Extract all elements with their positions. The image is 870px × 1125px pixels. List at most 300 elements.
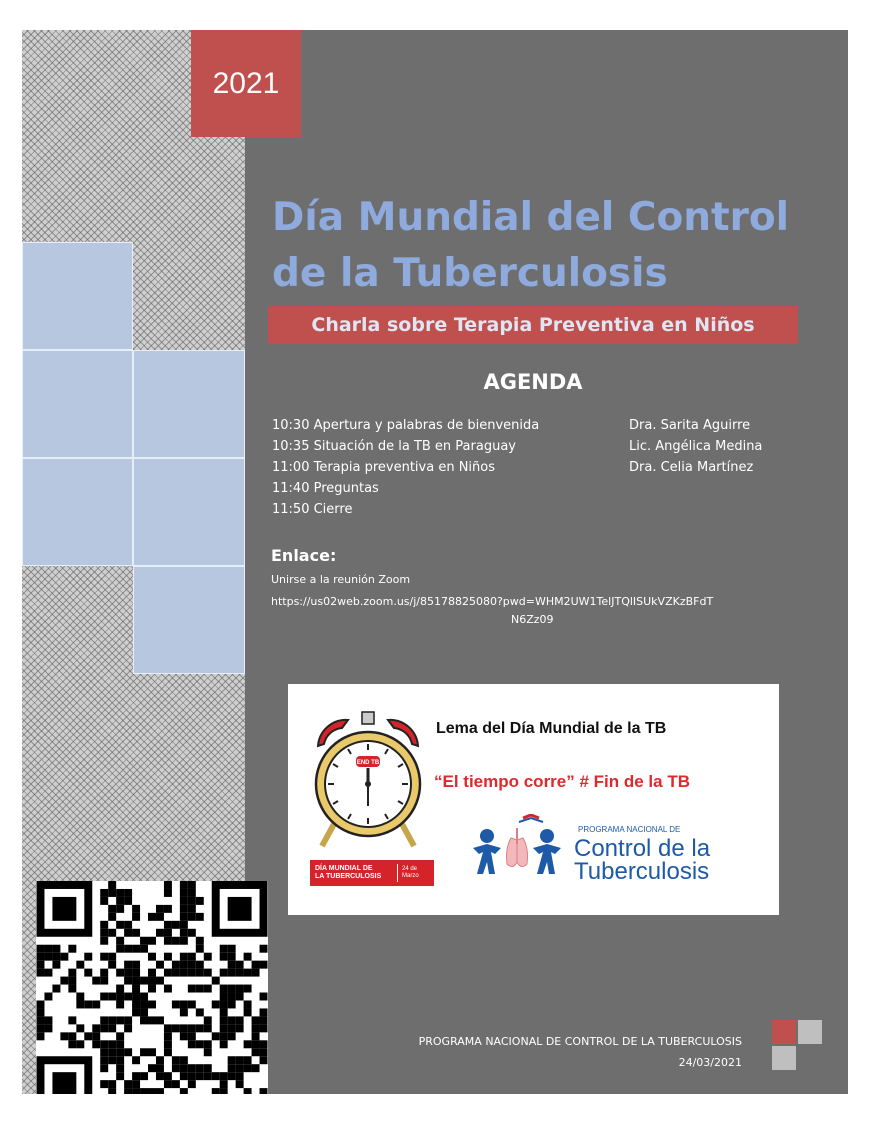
decor-tile bbox=[22, 242, 133, 350]
qr-module bbox=[124, 1080, 132, 1088]
qr-module bbox=[220, 945, 228, 953]
qr-module bbox=[124, 889, 132, 897]
footer-organization: PROGRAMA NACIONAL DE CONTROL DE LA TUBERCULOSIS bbox=[418, 1035, 742, 1048]
qr-module bbox=[116, 945, 124, 953]
year-badge: 2021 bbox=[191, 30, 301, 137]
qr-module bbox=[220, 985, 228, 993]
qr-module bbox=[196, 985, 204, 993]
decor-tile bbox=[133, 350, 245, 458]
qr-module bbox=[140, 1088, 148, 1094]
qr-module bbox=[124, 921, 132, 929]
qr-module bbox=[37, 1000, 45, 1008]
agenda-item-text: 11:40 Preguntas bbox=[272, 481, 379, 496]
qr-module bbox=[164, 953, 172, 961]
qr-module bbox=[244, 1056, 252, 1064]
decor-tile bbox=[22, 458, 133, 566]
qr-module bbox=[196, 913, 204, 921]
qr-module bbox=[228, 1072, 236, 1080]
qr-module bbox=[148, 1000, 156, 1008]
qr-module bbox=[132, 1088, 140, 1094]
qr-module bbox=[252, 1016, 260, 1024]
qr-module bbox=[228, 1024, 236, 1032]
qr-module bbox=[108, 905, 116, 913]
qr-module bbox=[196, 961, 204, 969]
qr-module bbox=[172, 1024, 180, 1032]
qr-module bbox=[220, 1000, 228, 1008]
subtitle-banner: Charla sobre Terapia Preventiva en Niños bbox=[268, 306, 798, 344]
qr-module bbox=[76, 993, 84, 1001]
qr-module bbox=[156, 977, 164, 985]
qr-module bbox=[188, 1080, 196, 1088]
qr-module bbox=[52, 985, 60, 993]
qr-module bbox=[100, 1016, 108, 1024]
qr-module bbox=[204, 1040, 212, 1048]
qr-module bbox=[188, 953, 196, 961]
qr-module bbox=[148, 985, 156, 993]
qr-module bbox=[220, 1008, 228, 1016]
qr-module bbox=[108, 961, 116, 969]
zoom-url-line-2[interactable]: N6Zz09 bbox=[511, 613, 554, 626]
qr-module bbox=[100, 929, 108, 937]
qr-module bbox=[212, 977, 220, 985]
qr-module bbox=[108, 1040, 116, 1048]
qr-module bbox=[252, 1064, 260, 1072]
qr-module bbox=[100, 889, 108, 897]
qr-module bbox=[180, 881, 188, 889]
qr-module bbox=[164, 937, 172, 945]
qr-module bbox=[172, 969, 180, 977]
qr-module bbox=[132, 1056, 140, 1064]
dmt-logo-line-2: LA TUBERCULOSIS bbox=[315, 873, 382, 880]
qr-module bbox=[116, 1040, 124, 1048]
agenda-item-text: 11:00 Terapia preventiva en Niños bbox=[272, 460, 496, 475]
qr-module bbox=[37, 1016, 45, 1024]
qr-module bbox=[148, 977, 156, 985]
qr-module bbox=[164, 921, 172, 929]
lema-quote: “El tiempo corre” # Fin de la TB bbox=[434, 772, 690, 791]
qr-module bbox=[140, 937, 148, 945]
qr-module bbox=[156, 961, 164, 969]
pnct-logo-line-2: Tuberculosis bbox=[574, 858, 710, 885]
qr-module bbox=[148, 1064, 156, 1072]
qr-module bbox=[92, 1040, 100, 1048]
agenda-list bbox=[272, 418, 812, 523]
qr-module bbox=[252, 969, 260, 977]
qr-module bbox=[172, 1064, 180, 1072]
qr-module bbox=[100, 1040, 108, 1048]
qr-module bbox=[148, 937, 156, 945]
agenda-item-speaker: Lic. Angélica Medina bbox=[629, 439, 763, 454]
agenda-item bbox=[272, 439, 812, 460]
qr-module bbox=[108, 1056, 116, 1064]
agenda-item bbox=[272, 460, 812, 481]
qr-module bbox=[180, 1088, 188, 1094]
qr-module bbox=[244, 1064, 252, 1072]
qr-module bbox=[116, 1072, 124, 1080]
qr-module bbox=[124, 945, 132, 953]
pnct-logo-big-text bbox=[574, 837, 710, 883]
qr-module bbox=[188, 961, 196, 969]
qr-module bbox=[260, 945, 268, 953]
qr-module bbox=[132, 945, 140, 953]
qr-module bbox=[196, 937, 204, 945]
qr-module bbox=[60, 1032, 68, 1040]
qr-module bbox=[124, 977, 132, 985]
world-tb-day-logo bbox=[310, 860, 434, 886]
zoom-url-line-1[interactable]: https://us02web.zoom.us/j/85178825080?pwd=WHM2UW1TelJTQlISUkVZKzBFdT bbox=[271, 595, 714, 608]
qr-module bbox=[60, 953, 68, 961]
qr-module bbox=[140, 993, 148, 1001]
qr-module bbox=[116, 1000, 124, 1008]
qr-module bbox=[204, 1016, 212, 1024]
qr-module bbox=[180, 913, 188, 921]
qr-module bbox=[68, 969, 76, 977]
agenda-item bbox=[272, 502, 812, 523]
qr-module bbox=[164, 1048, 172, 1056]
qr-module bbox=[132, 985, 140, 993]
dmt-logo-date-1: 24 de bbox=[402, 866, 418, 872]
qr-module bbox=[37, 1032, 45, 1040]
qr-module bbox=[212, 1072, 220, 1080]
qr-module bbox=[100, 897, 108, 905]
qr-module bbox=[132, 1072, 140, 1080]
zoom-join-label: Unirse a la reunión Zoom bbox=[271, 573, 411, 586]
qr-module bbox=[228, 1056, 236, 1064]
qr-module bbox=[164, 1024, 172, 1032]
qr-module bbox=[156, 1016, 164, 1024]
qr-module bbox=[164, 889, 172, 897]
qr-module bbox=[84, 1000, 92, 1008]
qr-module bbox=[172, 937, 180, 945]
qr-module bbox=[180, 1024, 188, 1032]
qr-module bbox=[44, 993, 52, 1001]
qr-module bbox=[164, 881, 172, 889]
qr-module bbox=[100, 1024, 108, 1032]
qr-module bbox=[180, 953, 188, 961]
qr-module bbox=[132, 977, 140, 985]
qr-module bbox=[228, 961, 236, 969]
qr-module bbox=[180, 1000, 188, 1008]
qr-module bbox=[204, 1064, 212, 1072]
qr-module bbox=[68, 985, 76, 993]
dmt-logo-line-1: DÍA MUNDIAL DE bbox=[315, 865, 373, 872]
qr-module bbox=[244, 1000, 252, 1008]
qr-module bbox=[180, 937, 188, 945]
qr-module bbox=[44, 953, 52, 961]
qr-module bbox=[172, 1056, 180, 1064]
qr-module bbox=[228, 993, 236, 1001]
qr-module bbox=[164, 1032, 172, 1040]
qr-module bbox=[180, 969, 188, 977]
qr-module bbox=[164, 929, 172, 937]
qr-module bbox=[108, 913, 116, 921]
qr-module bbox=[244, 953, 252, 961]
qr-module bbox=[204, 953, 212, 961]
qr-module bbox=[252, 1032, 260, 1040]
qr-code-graphic bbox=[36, 881, 268, 1094]
qr-module bbox=[108, 1088, 116, 1094]
qr-module bbox=[132, 905, 140, 913]
qr-module bbox=[68, 945, 76, 953]
qr-module bbox=[37, 1024, 45, 1032]
qr-module bbox=[140, 977, 148, 985]
qr-module bbox=[116, 937, 124, 945]
corner-square-decor bbox=[798, 1020, 822, 1044]
qr-module bbox=[44, 1016, 52, 1024]
qr-module bbox=[108, 1024, 116, 1032]
qr-module bbox=[100, 993, 108, 1001]
qr-module bbox=[92, 1000, 100, 1008]
qr-module bbox=[100, 937, 108, 945]
qr-module bbox=[100, 953, 108, 961]
qr-module bbox=[156, 1088, 164, 1094]
alarm-clock-icon bbox=[308, 706, 428, 854]
qr-module bbox=[132, 961, 140, 969]
agenda-item-speaker: Dra. Celia Martínez bbox=[629, 460, 754, 475]
qr-module bbox=[252, 1040, 260, 1048]
qr-module bbox=[236, 993, 244, 1001]
qr-module bbox=[68, 1032, 76, 1040]
world-tb-day-banner bbox=[288, 684, 779, 915]
qr-module bbox=[220, 969, 228, 977]
qr-module bbox=[196, 897, 204, 905]
qr-module bbox=[140, 1072, 148, 1080]
qr-module bbox=[116, 889, 124, 897]
qr-module bbox=[236, 1056, 244, 1064]
qr-module bbox=[172, 1000, 180, 1008]
qr-module bbox=[172, 921, 180, 929]
qr-module bbox=[132, 969, 140, 977]
qr-module bbox=[68, 1040, 76, 1048]
qr-module bbox=[260, 961, 268, 969]
qr-module bbox=[156, 1072, 164, 1080]
qr-module bbox=[188, 897, 196, 905]
qr-module bbox=[148, 913, 156, 921]
zoom-meeting-link[interactable] bbox=[271, 593, 811, 629]
qr-module bbox=[92, 1024, 100, 1032]
qr-module bbox=[220, 993, 228, 1001]
qr-module bbox=[116, 969, 124, 977]
qr-module bbox=[76, 1024, 84, 1032]
qr-module bbox=[180, 889, 188, 897]
qr-module bbox=[180, 1056, 188, 1064]
qr-module bbox=[132, 993, 140, 1001]
qr-module bbox=[204, 1024, 212, 1032]
page-title bbox=[272, 190, 832, 302]
qr-module bbox=[204, 1072, 212, 1080]
corner-square-decor bbox=[772, 1046, 796, 1070]
qr-module bbox=[156, 1064, 164, 1072]
qr-module bbox=[164, 1072, 172, 1080]
qr-module bbox=[156, 913, 164, 921]
qr-module bbox=[116, 897, 124, 905]
qr-module bbox=[228, 1032, 236, 1040]
qr-module bbox=[260, 1024, 268, 1032]
qr-module bbox=[132, 1008, 140, 1016]
qr-module bbox=[212, 1000, 220, 1008]
qr-module bbox=[236, 1072, 244, 1080]
qr-module bbox=[244, 1008, 252, 1016]
decor-tile bbox=[133, 458, 245, 566]
qr-module bbox=[220, 1024, 228, 1032]
qr-module bbox=[252, 961, 260, 969]
qr-module bbox=[188, 1040, 196, 1048]
qr-module bbox=[180, 897, 188, 905]
qr-module bbox=[108, 1080, 116, 1088]
agenda-item-text: 11:50 Cierre bbox=[272, 502, 353, 517]
pnct-logo-line-1: Control de la bbox=[574, 835, 711, 862]
qr-module bbox=[220, 1080, 228, 1088]
qr-module bbox=[204, 985, 212, 993]
qr-module bbox=[236, 1024, 244, 1032]
decor-tile bbox=[133, 566, 245, 674]
qr-module bbox=[244, 1040, 252, 1048]
agenda-item-text: 10:30 Apertura y palabras de bienvenida bbox=[272, 418, 540, 433]
qr-module bbox=[108, 889, 116, 897]
agenda-heading: AGENDA bbox=[483, 370, 583, 394]
qr-module bbox=[37, 953, 45, 961]
qr-module bbox=[220, 1032, 228, 1040]
corner-square-decor bbox=[772, 1020, 796, 1044]
qr-module bbox=[228, 985, 236, 993]
qr-module bbox=[236, 961, 244, 969]
qr-module bbox=[148, 1016, 156, 1024]
qr-module bbox=[116, 993, 124, 1001]
qr-module bbox=[68, 977, 76, 985]
qr-module bbox=[132, 1080, 140, 1088]
qr-module bbox=[236, 985, 244, 993]
qr-module bbox=[100, 1064, 108, 1072]
qr-module bbox=[76, 961, 84, 969]
qr-module bbox=[188, 913, 196, 921]
qr-module bbox=[140, 945, 148, 953]
qr-module bbox=[108, 881, 116, 889]
qr-module bbox=[228, 897, 252, 921]
qr-module bbox=[148, 953, 156, 961]
qr-module bbox=[52, 961, 60, 969]
qr-module bbox=[188, 889, 196, 897]
qr-module bbox=[180, 1008, 188, 1016]
qr-module bbox=[132, 913, 140, 921]
qr-module bbox=[172, 961, 180, 969]
qr-module bbox=[188, 1024, 196, 1032]
qr-module bbox=[204, 969, 212, 977]
qr-code bbox=[36, 881, 268, 1094]
qr-module bbox=[124, 1016, 132, 1024]
qr-module bbox=[140, 1000, 148, 1008]
qr-module bbox=[260, 1088, 268, 1094]
qr-module bbox=[60, 977, 68, 985]
qr-module bbox=[188, 1072, 196, 1080]
qr-module bbox=[260, 1040, 268, 1048]
qr-module bbox=[220, 1040, 228, 1048]
qr-module bbox=[236, 1064, 244, 1072]
flyer-page bbox=[22, 30, 848, 1094]
qr-module bbox=[108, 953, 116, 961]
qr-module bbox=[180, 1064, 188, 1072]
qr-module bbox=[124, 897, 132, 905]
qr-module bbox=[180, 961, 188, 969]
qr-module bbox=[124, 1024, 132, 1032]
qr-module bbox=[44, 1024, 52, 1032]
qr-module bbox=[84, 969, 92, 977]
agenda-item-text: 10:35 Situación de la TB en Paraguay bbox=[272, 439, 516, 454]
qr-module bbox=[180, 1072, 188, 1080]
qr-module bbox=[164, 1080, 172, 1088]
qr-module bbox=[188, 985, 196, 993]
qr-module bbox=[188, 1064, 196, 1072]
qr-module bbox=[124, 929, 132, 937]
qr-module bbox=[164, 969, 172, 977]
qr-module bbox=[228, 969, 236, 977]
qr-module bbox=[220, 1088, 228, 1094]
qr-module bbox=[236, 969, 244, 977]
qr-module bbox=[228, 945, 236, 953]
qr-module bbox=[116, 921, 124, 929]
qr-module bbox=[37, 945, 45, 953]
qr-module bbox=[172, 1080, 180, 1088]
qr-module bbox=[92, 1032, 100, 1040]
qr-module bbox=[196, 1064, 204, 1072]
qr-module bbox=[100, 969, 108, 977]
pnct-logo-small-text: PROGRAMA NACIONAL DE bbox=[578, 825, 681, 834]
qr-module bbox=[156, 905, 164, 913]
qr-module bbox=[37, 969, 45, 977]
qr-module bbox=[116, 1064, 124, 1072]
qr-module bbox=[188, 881, 196, 889]
qr-module bbox=[148, 1048, 156, 1056]
qr-module bbox=[228, 1016, 236, 1024]
clock-tag-text: END TB bbox=[356, 760, 380, 766]
qr-module bbox=[52, 953, 60, 961]
qr-module bbox=[196, 945, 204, 953]
qr-module bbox=[196, 1072, 204, 1080]
qr-module bbox=[116, 905, 124, 913]
qr-module bbox=[148, 969, 156, 977]
qr-module bbox=[188, 929, 196, 937]
qr-module bbox=[108, 1016, 116, 1024]
qr-module bbox=[244, 985, 252, 993]
qr-module bbox=[196, 1024, 204, 1032]
qr-module bbox=[52, 1072, 76, 1094]
qr-module bbox=[68, 1016, 76, 1024]
qr-module bbox=[260, 1016, 268, 1024]
qr-module bbox=[37, 1008, 45, 1016]
qr-module bbox=[220, 953, 228, 961]
qr-module bbox=[196, 1040, 204, 1048]
qr-module bbox=[132, 929, 140, 937]
qr-module bbox=[124, 1088, 132, 1094]
qr-module bbox=[132, 1000, 140, 1008]
qr-module bbox=[140, 1008, 148, 1016]
qr-module bbox=[188, 1000, 196, 1008]
qr-module bbox=[244, 969, 252, 977]
qr-module bbox=[100, 921, 108, 929]
link-heading: Enlace: bbox=[271, 546, 337, 565]
dmt-logo-date-2: Marzo bbox=[402, 873, 419, 879]
qr-module bbox=[156, 1056, 164, 1064]
qr-module bbox=[52, 945, 60, 953]
qr-module bbox=[124, 969, 132, 977]
qr-module bbox=[100, 977, 108, 985]
qr-module bbox=[164, 985, 172, 993]
qr-module bbox=[228, 1000, 236, 1008]
title-line-1: Día Mundial del Control bbox=[272, 195, 790, 240]
qr-module bbox=[180, 905, 188, 913]
agenda-item bbox=[272, 481, 812, 502]
qr-module bbox=[180, 921, 188, 929]
qr-module bbox=[228, 1064, 236, 1072]
